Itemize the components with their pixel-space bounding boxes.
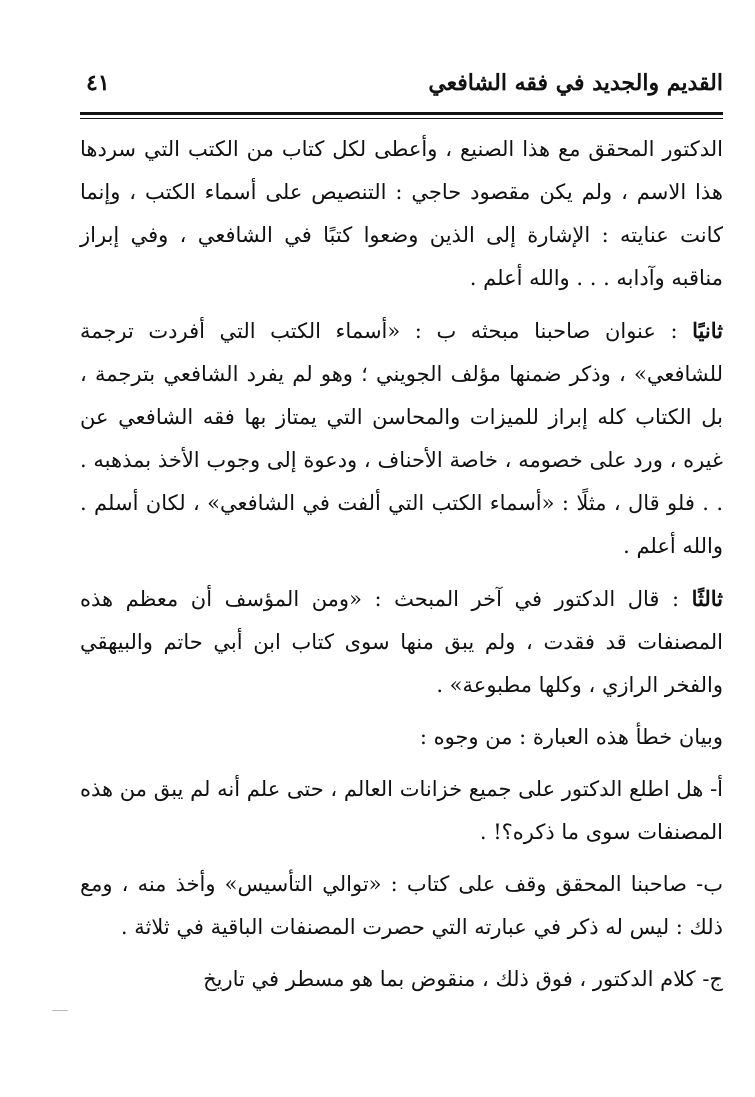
header-rule-thin (80, 118, 723, 119)
paragraph-text: ب- صاحبنا المحقق وقف على كتاب : «توالي التأسيس» وأخذ منه ، ومع ذلك : ليس له ذكر في عبارته التي حصرت المصنفات الباقية في ثلاثة . (80, 872, 723, 939)
paragraph (80, 309, 723, 568)
paragraph (80, 863, 723, 949)
margin-mark (52, 1010, 68, 1011)
running-title: القديم والجديد في فقه الشافعي (428, 70, 723, 96)
paragraph (80, 128, 723, 300)
paragraph (80, 958, 723, 1001)
header-rule-thick (80, 112, 723, 115)
paragraph-lead: ثانيًا (692, 318, 723, 343)
paragraph-text: : عنوان صاحبنا مبحثه ب : «أسماء الكتب التي أفردت ترجمة للشافعي» ، وذكر ضمنها مؤلف الجويني ؛ وهو لم يفرد الشافعي بترجمة ، بل الكتاب كله إبراز للميزات والمحاسن التي يمتاز بها فقه الشافعي عن غيره ، ورد على خصومه ، خاصة الأحناف ، ودعوة إلى وجوب الأخذ بمذهبه . . . فلو قال ، مثلًا : «أسماء الكتب التي ألفت في الشافعي» ، لكان أسلم . والله أعلم . (80, 319, 723, 558)
paragraph (80, 716, 723, 759)
paragraph-text: أ- هل اطلع الدكتور على جميع خزانات العالم ، حتى علم أنه لم يبق من هذه المصنفات سوى ما ذكره؟! . (80, 777, 723, 844)
paragraph-text: الدكتور المحقق مع هذا الصنيع ، وأعطى لكل كتاب من الكتب التي سردها هذا الاسم ، ولم يكن مقصود حاجي : التنصيص على أسماء الكتب ، وإنما كانت عنايته : الإشارة إلى الذين وضعوا كتبًا في الشافعي ، وفي إبراز مناقبه وآدابه . . . والله أعلم . (80, 137, 723, 290)
running-header (80, 70, 723, 104)
paragraph (80, 577, 723, 707)
paragraph-lead: ثالثًا (691, 586, 723, 611)
paragraph-text: ج- كلام الدكتور ، فوق ذلك ، منقوض بما هو مسطر في تاريخ (203, 967, 723, 991)
paragraph (80, 768, 723, 854)
page-number: ٤١ (86, 70, 110, 96)
paragraph-text: : قال الدكتور في آخر المبحث : «ومن المؤسف أن معظم هذه المصنفات قد فقدت ، ولم يبق منها سوى كتاب ابن أبي حاتم والبيهقي والفخر الرازي ، وكلها مطبوعة» . (80, 587, 723, 697)
page-body (80, 128, 723, 1001)
paragraph-text: وبيان خطأ هذه العبارة : من وجوه : (419, 725, 723, 749)
